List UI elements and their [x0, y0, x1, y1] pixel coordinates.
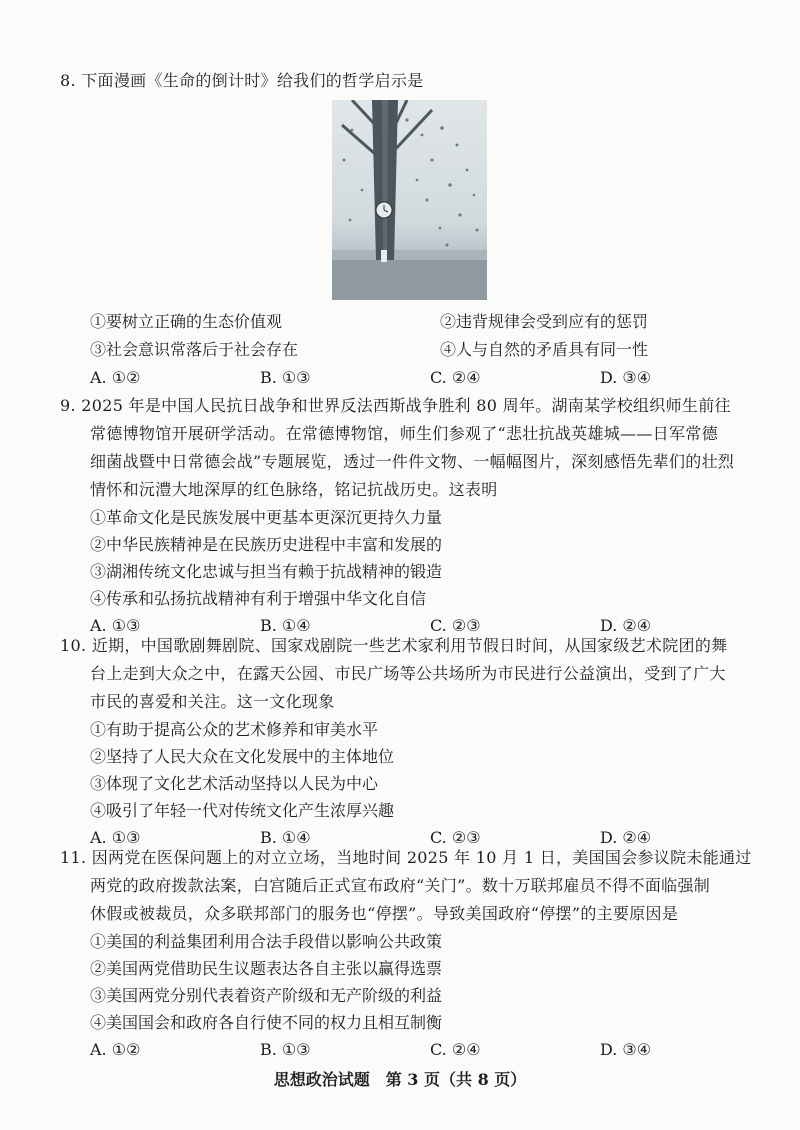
option-2: ②违背规律会受到应有的惩罚: [440, 312, 649, 331]
option-1: ①要树立正确的生态价值观: [90, 312, 283, 331]
question-10-stem-line: 市民的喜爱和关注。这一文化现象: [90, 692, 335, 711]
option-3: ③体现了文化艺术活动坚持以人民为中心: [90, 774, 379, 793]
cartoon-tree-illustration: [332, 100, 487, 300]
option-4: ④吸引了年轻一代对传统文化产生浓厚兴趣: [90, 801, 395, 820]
choice-c: C. ②③: [430, 828, 481, 847]
choice-d: D. ②④: [600, 616, 652, 635]
option-4: ④人与自然的矛盾具有同一性: [440, 340, 649, 359]
question-10-stem-line: 台上走到大众之中，在露天公园、市民广场等公共场所为市民进行公益演出，受到了广大: [90, 664, 726, 683]
option-3: ③社会意识常落后于社会存在: [90, 340, 299, 359]
question-11: [60, 844, 760, 1064]
question-11-stem-line: 两党的政府拨款法案，白宫随后正式宣布政府“关门”。数十万联邦雇员不得不面临强制: [90, 876, 711, 895]
choice-b: B. ①④: [260, 828, 311, 847]
choice-b: B. ①③: [260, 368, 311, 387]
question-8-stem: 8. 下面漫画《生命的倒计时》给我们的哲学启示是: [60, 71, 424, 90]
option-2: ②中华民族精神是在民族历史进程中丰富和发展的: [90, 535, 443, 554]
question-9-stem-line: 常德博物馆开展研学活动。在常德博物馆，师生们参观了“悲壮抗战英雄城——日军常德: [90, 424, 718, 443]
question-11-stem-line: 11. 因两党在医保问题上的对立立场，当地时间 2025 年 10 月 1 日，美国国会参议院未能通过: [60, 848, 752, 867]
choice-c: C. ②④: [430, 368, 481, 387]
cartoon-countdown-of-life: [332, 100, 487, 300]
question-10-stem-line: 10. 近期，中国歌剧舞剧院、国家戏剧院一些艺术家利用节假日时间，从国家级艺术院团的舞: [60, 636, 728, 655]
choice-c: C. ②③: [430, 616, 481, 635]
choice-a: A. ①②: [90, 368, 141, 387]
option-3: ③美国两党分别代表着资产阶级和无产阶级的利益: [90, 986, 443, 1005]
choice-b: B. ①③: [260, 1040, 311, 1059]
option-4: ④传承和弘扬抗战精神有利于增强中华文化自信: [90, 589, 427, 608]
choice-a: A. ①③: [90, 828, 141, 847]
choice-a: A. ①②: [90, 1040, 141, 1059]
question-8-options: [60, 308, 760, 392]
question-8: [60, 67, 760, 95]
answer-choices: [60, 1036, 760, 1064]
option-2: ②美国两党借助民生议题表达各自主张以赢得选票: [90, 959, 443, 978]
question-9-stem-line: 9. 2025 年是中国人民抗日战争和世界反法西斯战争胜利 80 周年。湖南某学校组织师生前往: [60, 396, 731, 415]
option-2: ②坚持了人民大众在文化发展中的主体地位: [90, 747, 395, 766]
option-4: ④美国国会和政府各自行使不同的权力且相互制衡: [90, 1013, 443, 1032]
option-1: ①有助于提高公众的艺术修养和审美水平: [90, 720, 379, 739]
question-9-stem-line: 细菌战暨中日常德会战”专题展览，透过一件件文物、一幅幅图片，深刻感悟先辈们的壮烈: [90, 452, 735, 471]
choice-d: D. ③④: [600, 368, 652, 387]
choice-c: C. ②④: [430, 1040, 481, 1059]
choice-d: D. ②④: [600, 828, 652, 847]
question-10: [60, 632, 760, 852]
answer-choices: [60, 364, 760, 392]
option-1: ①美国的利益集团利用合法手段借以影响公共政策: [90, 932, 443, 951]
option-1: ①革命文化是民族发展中更基本更深沉更持久力量: [90, 508, 443, 527]
page-footer: 思想政治试题 第 3 页（共 8 页）: [273, 1070, 527, 1089]
option-3: ③湖湘传统文化忠诚与担当有赖于抗战精神的锻造: [90, 562, 443, 581]
choice-b: B. ①④: [260, 616, 311, 635]
question-9-stem-line: 情怀和沅澧大地深厚的红色脉络，铭记抗战历史。这表明: [90, 480, 498, 499]
choice-a: A. ①③: [90, 616, 141, 635]
choice-d: D. ③④: [600, 1040, 652, 1059]
question-11-stem-line: 休假或被裁员，众多联邦部门的服务也“停摆”。导致美国政府“停摆”的主要原因是: [90, 904, 679, 923]
question-9: [60, 392, 760, 640]
